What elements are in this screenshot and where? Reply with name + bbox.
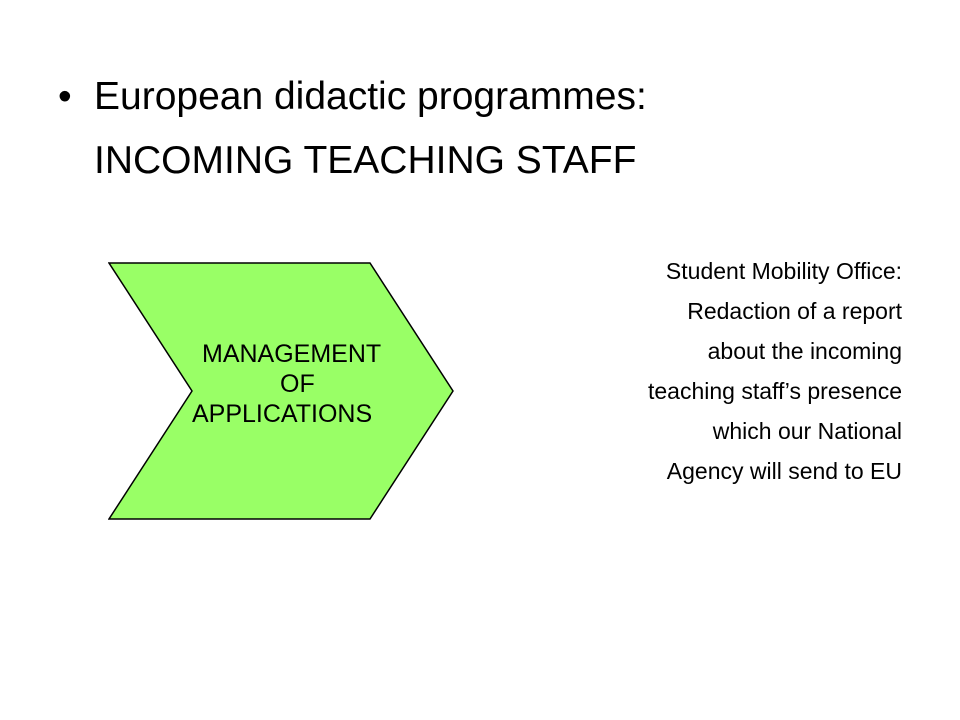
- report-line-1: Student Mobility Office:: [665, 258, 902, 284]
- report-line-3: about the incoming: [707, 338, 902, 364]
- title-line-1: European didactic programmes:: [94, 75, 647, 118]
- chevron-label-line-2: OF: [280, 370, 315, 398]
- title-line-2: INCOMING TEACHING STAFF: [94, 139, 637, 182]
- title-bullet-line: [58, 72, 918, 122]
- report-line-6: Agency will send to EU: [666, 458, 902, 484]
- management-chevron: [108, 262, 454, 520]
- chevron-label-line-1: MANAGEMENT: [202, 340, 382, 368]
- report-line-4: teaching staff’s presence: [647, 378, 902, 404]
- report-line-5: which our National: [712, 418, 902, 444]
- slide-title: [58, 72, 918, 186]
- bullet-icon: •: [58, 75, 72, 118]
- report-line-2: Redaction of a report: [687, 298, 902, 324]
- chevron-label: [108, 262, 454, 520]
- report-description: [502, 251, 902, 491]
- chevron-label-line-3: APPLICATIONS: [192, 400, 373, 428]
